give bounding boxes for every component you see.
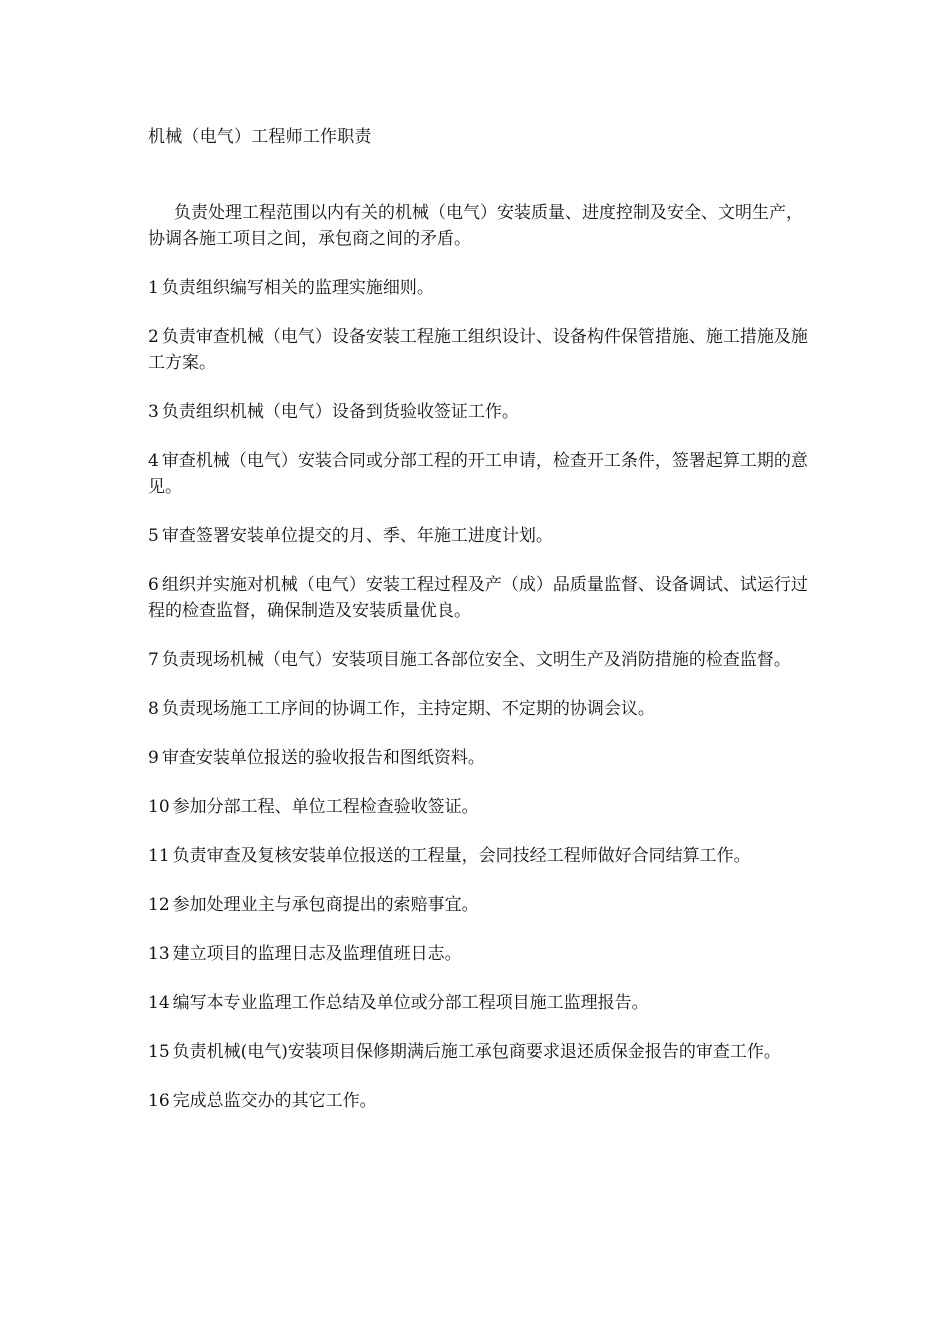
duty-number: 7 [148, 650, 159, 670]
list-item [148, 324, 808, 376]
duty-number: 15 [148, 1042, 170, 1062]
list-item [148, 572, 808, 624]
list-item [148, 892, 808, 918]
duty-text: 参加分部工程、单位工程检查验收签证。 [172, 797, 479, 817]
duty-number: 16 [148, 1091, 170, 1111]
duty-number: 8 [148, 699, 159, 719]
list-item [148, 843, 808, 869]
list-item [148, 275, 808, 301]
duty-number: 11 [148, 846, 170, 866]
duty-text: 负责组织编写相关的监理实施细则。 [161, 278, 434, 298]
duty-number: 12 [148, 895, 170, 915]
duty-text: 审查机械（电气）安装合同或分部工程的开工申请，检查开工条件，签署起算工期的意见。 [148, 451, 808, 497]
duty-number: 1 [148, 278, 159, 298]
list-item [148, 794, 808, 820]
duty-list [148, 275, 808, 1137]
duty-text: 审查签署安装单位提交的月、季、年施工进度计划。 [161, 526, 553, 546]
duty-text: 完成总监交办的其它工作。 [172, 1091, 377, 1111]
duty-text: 建立项目的监理日志及监理值班日志。 [172, 944, 462, 964]
intro-paragraph: 负责处理工程范围以内有关的机械（电气）安装质量、进度控制及安全、文明生产，协调各施工项目之间，承包商之间的矛盾。 [148, 203, 803, 249]
duty-text: 负责审查及复核安装单位报送的工程量，会同技经工程师做好合同结算工作。 [172, 846, 751, 866]
list-item [148, 523, 808, 549]
list-item [148, 399, 808, 425]
duty-number: 9 [148, 748, 159, 768]
duty-text: 编写本专业监理工作总结及单位或分部工程项目施工监理报告。 [172, 993, 649, 1013]
duty-number: 10 [148, 797, 170, 817]
document-title: 机械（电气）工程师工作职责 [148, 127, 372, 147]
duty-text: 负责现场机械（电气）安装项目施工各部位安全、文明生产及消防措施的检查监督。 [161, 650, 791, 670]
list-item [148, 1039, 808, 1065]
duty-text: 负责现场施工工序间的协调工作，主持定期、不定期的协调会议。 [161, 699, 655, 719]
duty-text: 组织并实施对机械（电气）安装工程过程及产（成）品质量监督、设备调试、试运行过程的检查监督，确保制造及安装质量优良。 [148, 575, 808, 621]
duty-number: 13 [148, 944, 170, 964]
duty-number: 5 [148, 526, 159, 546]
duty-text: 参加处理业主与承包商提出的索赔事宜。 [172, 895, 479, 915]
duty-number: 4 [148, 451, 159, 471]
duty-number: 2 [148, 327, 159, 347]
duty-number: 14 [148, 993, 170, 1013]
list-item [148, 647, 808, 673]
duty-number: 3 [148, 402, 159, 422]
list-item [148, 745, 808, 771]
duty-number: 6 [148, 575, 159, 595]
list-item [148, 696, 808, 722]
duty-text: 负责审查机械（电气）设备安装工程施工组织设计、设备构件保管措施、施工措施及施工方案。 [148, 327, 808, 373]
list-item [148, 1088, 808, 1114]
list-item [148, 990, 808, 1016]
list-item [148, 941, 808, 967]
duty-text: 负责组织机械（电气）设备到货验收签证工作。 [161, 402, 519, 422]
duty-text: 审查安装单位报送的验收报告和图纸资料。 [161, 748, 485, 768]
list-item [148, 448, 808, 500]
duty-text: 负责机械(电气)安装项目保修期满后施工承包商要求退还质保金报告的审查工作。 [172, 1042, 781, 1062]
